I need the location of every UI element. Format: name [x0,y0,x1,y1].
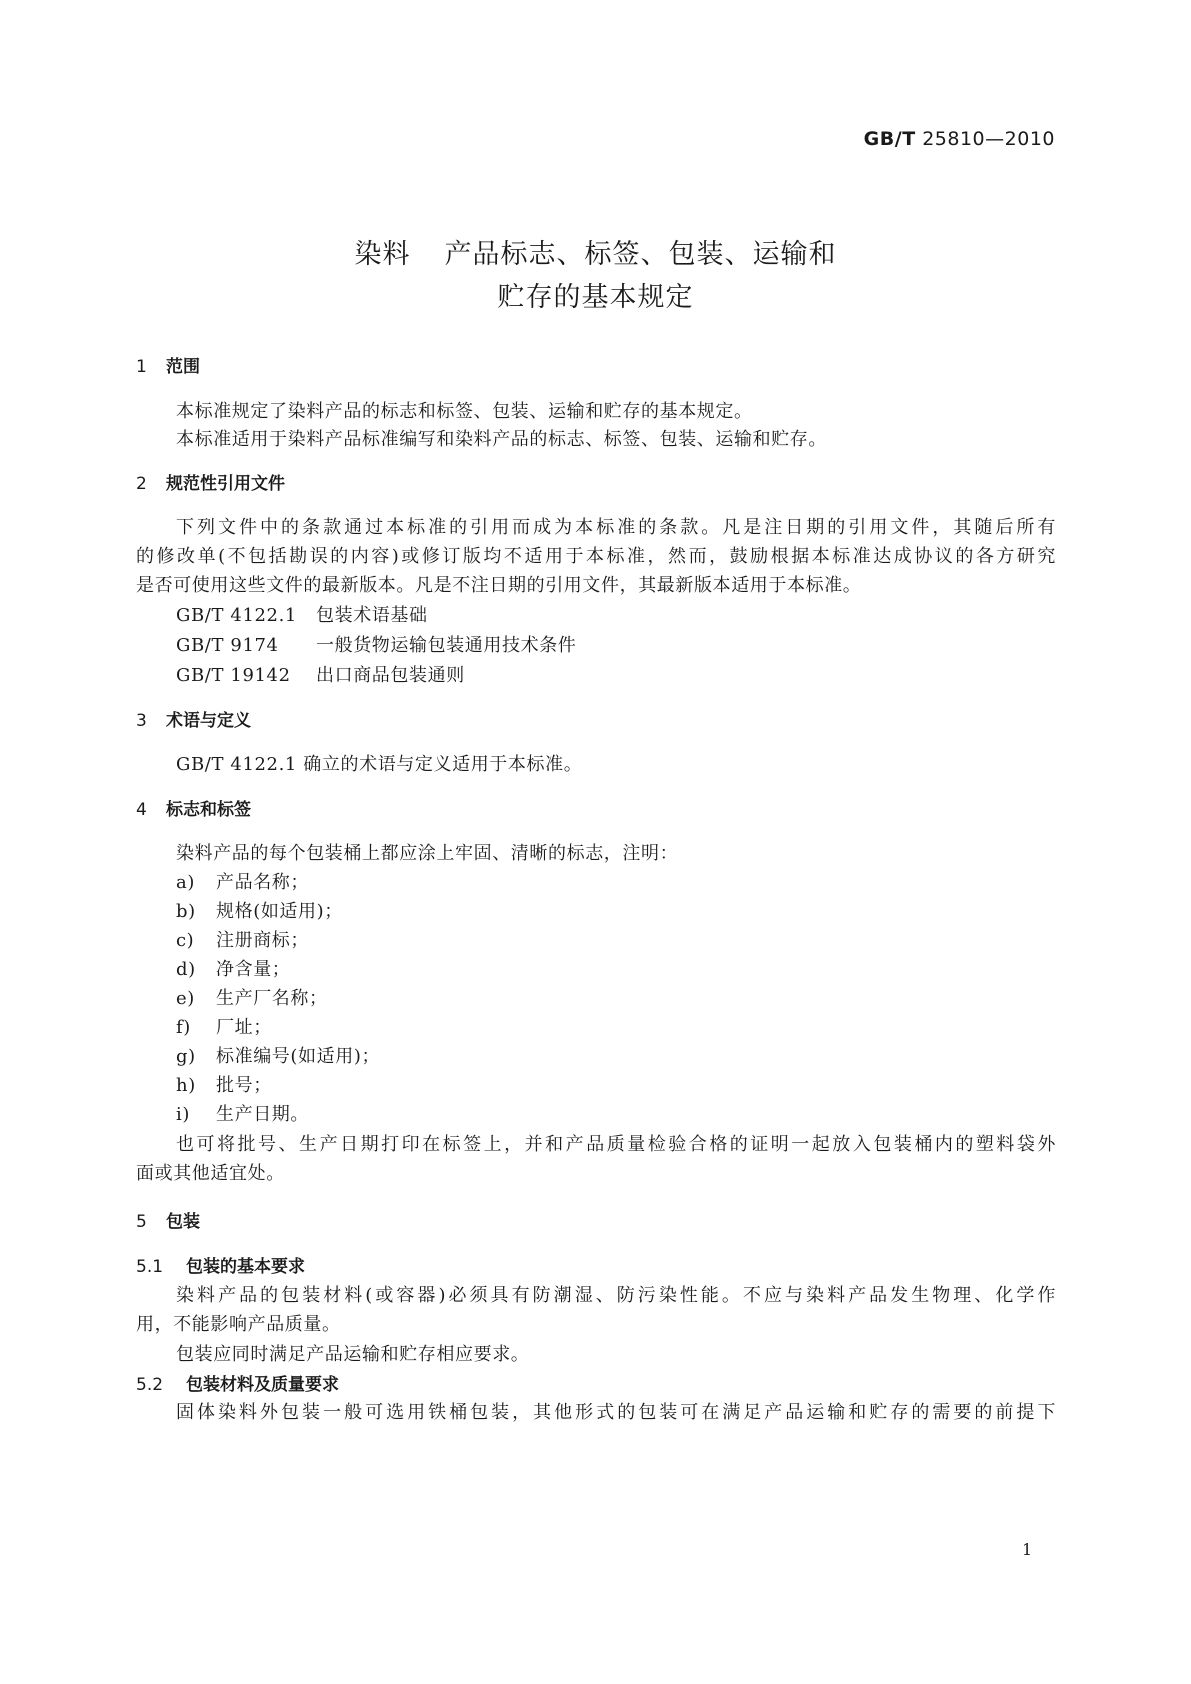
section-heading-2 [136,469,285,494]
list-item-label: f) [176,1017,191,1038]
page-number: 1 [1022,1540,1033,1559]
section-heading-1 [136,352,200,377]
subsection-number: 5.2 [136,1375,164,1395]
reference-item [176,601,1056,627]
standard-code-prefix: GB/T [863,128,916,150]
list-item-text: 规格(如适用)； [216,901,343,922]
reference-title: 包装术语基础 [316,605,428,626]
list-item-text: 批号； [216,1075,272,1096]
doc-title-line1 [0,232,1191,271]
doc-title-part-b: 产品标志、标签、包装、运输和 [444,239,837,270]
reference-code: GB/T 19142 [176,665,291,686]
list-item [176,926,1056,952]
paragraph-line: 固体染料外包装一般可选用铁桶包装，其他形式的包装可在满足产品运输和贮存的需要的前提下 [176,1402,1056,1423]
list-item [176,1071,1056,1097]
list-item [176,868,1056,894]
doc-title-line2: 贮存的基本规定 [497,282,694,313]
subsection-title: 包装的基本要求 [186,1257,305,1277]
list-item-text: 生产厂名称； [216,988,328,1009]
list-item-label: i) [176,1104,190,1125]
reference-item [176,631,1056,657]
paragraph-line: 染料产品的每个包装桶上都应涂上牢固、清晰的标志，注明： [176,843,679,864]
section-heading-4 [136,795,251,820]
section-heading-3 [136,706,251,731]
paragraph-line: 下列文件中的条款通过本标准的引用而成为本标准的条款。凡是注日期的引用文件，其随后所有 [176,517,1056,538]
section-number: 4 [136,800,147,820]
section-number: 1 [136,357,147,377]
paragraph-line: 包装应同时满足产品运输和贮存相应要求。 [176,1344,530,1365]
paragraph-line: 本标准规定了染料产品的标志和标签、包装、运输和贮存的基本规定。 [176,401,753,422]
standard-code-number: 25810—2010 [922,128,1055,150]
list-item-label: e) [176,988,195,1009]
list-item [176,1013,1056,1039]
list-item-text: 厂址； [216,1017,272,1038]
subsection-title: 包装材料及质量要求 [186,1375,339,1395]
list-item [176,1100,1056,1126]
section-title: 标志和标签 [166,800,251,820]
list-item-text: 产品名称； [216,872,309,893]
list-item-label: c) [176,930,195,951]
paragraph-line: 用，不能影响产品质量。 [136,1314,341,1335]
paragraph-line: 是否可使用这些文件的最新版本。凡是不注日期的引用文件，其最新版本适用于本标准。 [136,575,862,596]
section-title: 范围 [166,357,200,377]
list-item-label: b) [176,901,196,922]
paragraph-line: 本标准适用于染料产品标准编写和染料产品的标志、标签、包装、运输和贮存。 [176,429,827,450]
subsection-number: 5.1 [136,1257,164,1277]
list-item-label: h) [176,1075,196,1096]
list-item-text: 生产日期。 [216,1104,309,1125]
list-item [176,984,1056,1010]
paragraph-line: 的修改单(不包括勘误的内容)或修订版均不适用于本标准，然而，鼓励根据本标准达成协议的各方研究 [136,546,1056,567]
paragraph-line: 也可将批号、生产日期打印在标签上，并和产品质量检验合格的证明一起放入包装桶内的塑料袋外 [176,1134,1056,1155]
section-number: 3 [136,711,147,731]
list-item [176,955,1056,981]
section-number: 5 [136,1212,147,1232]
reference-title: 出口商品包装通则 [316,665,465,686]
list-item-label: a) [176,872,195,893]
list-item-text: 标准编号(如适用)； [216,1046,381,1067]
reference-code: GB/T 4122.1 [176,605,297,626]
list-item-label: d) [176,959,196,980]
paragraph-line: GB/T 4122.1 确立的术语与定义适用于本标准。 [176,754,583,775]
subsection-heading-5-1 [136,1252,305,1277]
reference-code: GB/T 9174 [176,635,279,656]
list-item-label: g) [176,1046,196,1067]
reference-item [176,661,1056,687]
section-heading-5 [136,1207,200,1232]
list-item [176,897,1056,923]
section-number: 2 [136,474,147,494]
section-title: 包装 [166,1212,200,1232]
list-item-text: 净含量； [216,959,291,980]
section-title: 术语与定义 [166,711,251,731]
reference-title: 一般货物运输包装通用技术条件 [316,635,577,656]
doc-title-part-a: 染料 [354,239,411,270]
subsection-heading-5-2 [136,1370,339,1395]
standard-code [864,128,1055,150]
paragraph-line: 面或其他适宜处。 [136,1163,285,1184]
paragraph-line: 染料产品的包装材料(或容器)必须具有防潮湿、防污染性能。不应与染料产品发生物理、化学作 [176,1285,1056,1306]
section-title: 规范性引用文件 [166,474,285,494]
list-item-text: 注册商标； [216,930,309,951]
list-item [176,1042,1056,1068]
